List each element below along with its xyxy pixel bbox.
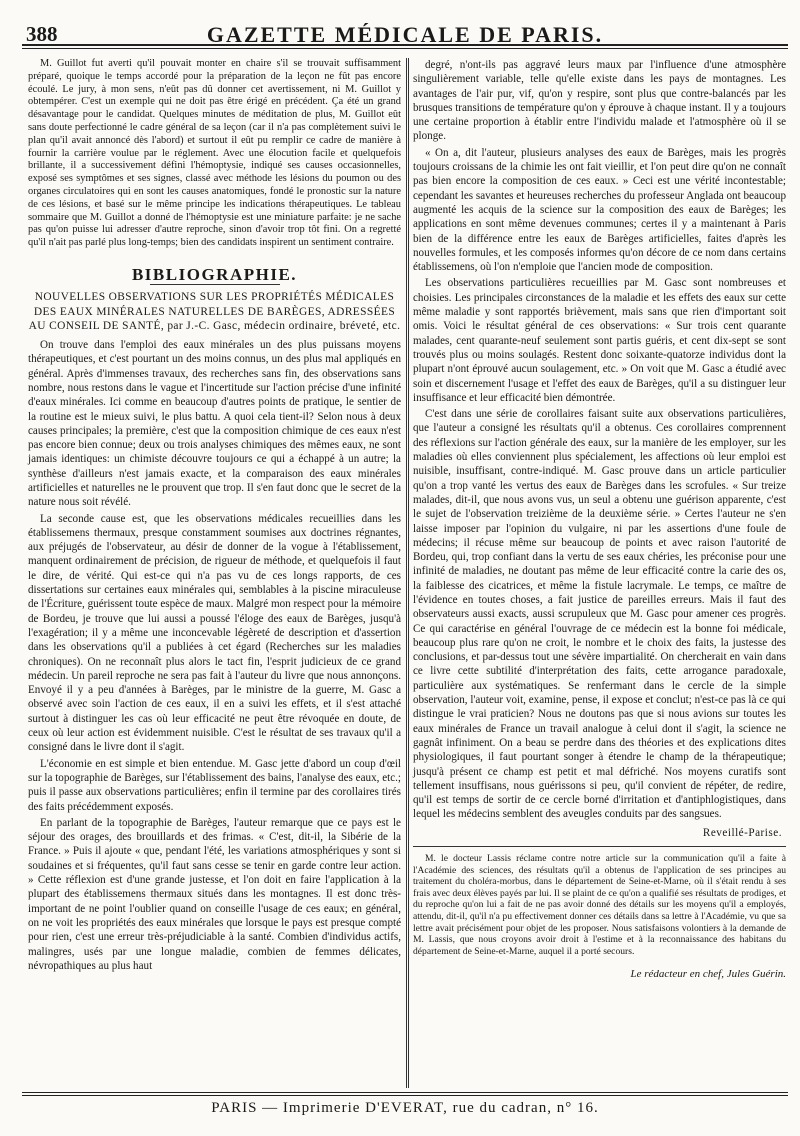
body-paragraph: En parlant de la topographie de Barèges, l'auteur remarque que ce pays est le séjour des orages, des brouillards et des frimas. « C'est, dit-il, la Sibérie de la France. » Puis il ajoute « que, pendant l'été, les variations atmosphériques y sont si soudaines et si fréquentes, qu'il faut sans cesse se tenir en garde contre leur action. » Cette réflexion est d'une grande justesse, et l'on doit en faire l'application à la plupart des établissemens thermaux situés dans les montagnes. Il est donc très-important de ne point l'oublier quand on conseille l'usage de ces eaux; en général, on ne voit les propriétés des eaux minérales que lorsque le pays est presque compté pour rien, c'est une erreur très-préjudiciable à la santé. Combien d'individus actifs, malingres, usés par une longue maladie, combien de femmes délicates, névropathiques au plus haut: [28, 816, 401, 972]
header-rule: [22, 44, 788, 46]
footer-rule-thin: [22, 1095, 788, 1096]
printer-footer: PARIS — Imprimerie D'EVERAT, rue du cadran, n° 16.: [211, 1100, 599, 1116]
section-rule: [150, 284, 280, 285]
newspaper-page: [22, 8, 788, 1128]
body-paragraph: Les observations particulières recueillies par M. Gasc sont nombreuses et choisies. Les principales circonstances de la maladie et les effets des eaux sur cette même maladie y sont rapportés brièvement, mais sans que rien d'important soit omis. Voici le résultat général de ces observations: « Sur trois cent quarante malades, cent quarante-neuf seulement sont partis guéris, et cent dix-sept se sont trouvés plus ou moins soulagés. Restent donc soixante-quatorze individus dont la plupart n'ont éprouvé aucun soulagement, etc. » On voit que M. Gasc a étudié avec soin et discernement l'usage et l'effet des eaux de Barèges, qu'il a su distinguer leur insuffisance et leur efficacité bien démontrée.: [413, 277, 786, 404]
body-paragraph: « On a, dit l'auteur, plusieurs analyses des eaux de Barèges, mais les progrès toujours croissans de la chimie les ont fait vieillir, et l'on peut dire qu'on ne connaît pas bien encore la composition de ces eaux. » Ceci est une vérité incontestable; cependant les savantes et heureuses recherches du professeur Anglada ont beaucoup augmenté les acquis de la science sur la composition des eaux de Barèges; les applications en sont même devenues communes; certes il y a maintenant à Paris bien de la différence entre les eaux de Barèges artificielles, faites d'après les nouvelles formules, et les composés informes qu'on décore de ce nom dans certains établissemens, où l'on n'emploie que l'ancien mode de composition.: [413, 146, 786, 274]
column-divider: [408, 58, 409, 1088]
left-column: [28, 58, 401, 975]
right-column: [413, 58, 786, 982]
page-number: 388: [26, 22, 58, 46]
body-paragraph: degré, n'ont-ils pas aggravé leurs maux par l'influence d'une atmosphère singulièrement variable, telle qu'elle existe dans les pays de montagnes. Les avantages de l'air pur, vif, qu'on y respire, sont plus que contre-balancés par les brusques transitions de température qu'on y éprouve à chaque instant. Il y a toujours une certaine proportion à établir entre l'individu malade et l'atmosphère où il se plonge.: [413, 59, 786, 143]
body-paragraph: On trouve dans l'emploi des eaux minérales un des plus puissans moyens thérapeutiques, et c'est pourtant un des moins connus, un des plus mal appliqués en général. Après d'immenses travaux, des recherches sans fin, des observations sans nombre, nous restons dans le vague et l'incertitude sur l'action précise d'une infinité d'eaux minérales. Ici comme en beaucoup d'autres points de pratique, le sentier de la routine est le mieux suivi, le plus battu. A quoi cela tient-il? Selon nous à deux causes principales; la première, c'est que la composition chimique de ces eaux n'est pas encore bien connue; deux ou trois analyses chimiques des mêmes eaux, ne sont jamais identiques: un chimiste découvre toujours ce qui a échappé à un autre; la synthèse d'ailleurs n'est jamais exacte, et la comparaison des eaux minérales artificielles et naturelles ne le prouvent que trop. Il s'en faut donc que le secret de la nature nous soit révélé.: [28, 339, 401, 509]
review-subheading: NOUVELLES OBSERVATIONS SUR LES PROPRIÉTÉS MÉDICALES DES EAUX MINÉRALES NATURELLES DE BARÈGES, ADRESSÉES AU CONSEIL DE SANTÉ, par J.-C. Gasc, médecin ordinaire, bréveté, etc.: [28, 291, 401, 333]
guillot-paragraph: M. Guillot fut averti qu'il pouvait monter en chaire s'il se trouvait suffisamment préparé, quoique le temps accordé pour la préparation de la leçon ne fût pas encore écoulé. Le jury, à mon sens, n'eût pas dû donner cet avertissement, ni M. Guillot y obtempérer. C'est un exemple qui ne doit pas être érigé en précédent. Ça été un grand désavantage pour le candidat. Quelques minutes de méditation de plus, M. Guillot eût sans doute perfectionné le cadre général de sa leçon (car il n'a pas complètement suivi le plan qu'il avait annoncé dès l'abord) et surtout il eût pu remplir ce cadre de manière à fournir la carrière voulue par le réglement. Avec une élocution facile et quelquefois brillante, il a successivement défini l'hémoptysie, indiqué ses causes occasionnelles, exposé ses symptômes et ses signes, classé avec méthode les lésions du poumon ou des organes circulatoires qui en sont les causes anatomiques, fondé le pronostic sur la nature de ces lésions, et basé sur le même principe les indications thérapeutiques. Le tableau sommaire que M. Guillot a donné de l'hémoptysie est une miniature parfaite: je ne sache pas qu'on puisse lui adresser d'autre reproche, sinon d'avoir trop tôt fini. On a regretté qu'il n'ait pas parlé plus long-temps; bien des candidats inspirent un sentiment contraire.: [28, 58, 401, 249]
footer-rule: [22, 1092, 788, 1093]
author-signature: Reveillé-Parise.: [702, 826, 782, 839]
gazette-title: GAZETTE MÉDICALE DE PARIS.: [206, 22, 604, 47]
editorial-note: M. le docteur Lassis réclame contre notre article sur la communication qu'il a faite à l'Académie des sciences, des résultats qu'il a obtenus de l'application de ses principes au traitement du choléra-morbus, dans le département de Seine-et-Marne, où il s'était rendu à ses frais avec deux élèves payés par lui. Il se plaint de ce qu'on a qualifié ses résultats de prodiges, et du reproche qu'on lui a fait de ne pas avoir donné des détails sur les moyens qu'il a employés, attendu, dit-il, qu'il n'a pu effectivement donner ces détails dans sa lettre à l'Académie, vu que sa lettre avait précisément pour objet de les proposer. Nous satisfaisons volontiers à la demande de M. Lassis, que nous croyons avoir droit à l'estime et à la reconnaissance des habitans du département de Seine-et-Marne, auquel il a porté secours.: [413, 853, 786, 957]
column-divider: [406, 58, 407, 1088]
body-paragraph: L'économie en est simple et bien entendue. M. Gasc jette d'abord un coup d'œil sur la topographie de Barèges, sur l'établissement des bains, l'analyse des eaux, etc.; puis il passe aux observations particulières; enfin il termine par des corollaires tirés des faits précédemment exposés.: [28, 757, 401, 813]
body-paragraph: C'est dans une série de corollaires faisant suite aux observations particulières, que l'auteur a consigné les résultats qu'il a obtenus. Ces corollaires comprennent des réflexions sur l'action générale des eaux, sur la manière de les employer, sur les maladies où elles conviennent plus spécialement, les affections où leur emploi est nuisible, insuffisant, contre-indiqué. M. Gasc prouve dans un article particulier qu'on a trop vanté les vertus des eaux de Barèges dans les scrofules. « Sur treize malades, dit-il, que nous avons vus, un seul a obtenu une guérison apparente, c'est le sujet de l'observation treizième de la deuxième série. » Certes l'auteur ne s'en laisse imposer par l'opinion du vulgaire, ni par les assertions d'une foule de médecins; il récuse même sur beaucoup de points et avec raison l'autorité de Bordeu, qui, trop confiant dans la vertu de ses eaux chéries, les préconise pour une infinité de maladies, ne doutant pas même de leur efficacité contre la carie des os, la faiblesse des cicatrices, et même la fistule lacrymale. Le temps, ce maître de l'évidence en toutes choses, a fait justice de pareilles erreurs. Mais il faut des observateurs aussi exacts, aussi scrupuleux que M. Gasc pour amener ces progrès. Ce qui caractérise en général l'ouvrage de ce médecin est la bonne foi médicale, beaucoup plus rare qu'on ne croit, le nombre et le choix des faits, la justesse des conclusions, et par-dessus tout une sévère impartialité. On chercherait en vain dans ce livre cette subtilité d'interprétation des faits, cette arrogance paradoxale, particulière aux systématiques. Se renfermant dans le cercle de la simple observation, l'auteur voit, examine, pense, il expose et conclut; n'est-ce pas là ce qui distingue le vrai praticien? Nous ne doutons pas que si nous avions sur toutes les eaux minérales de France un travail analogue à celui dont il s'agit, la science ne gagnât infiniment. On a beau se perdre dans des théories et des explications dites physiologiques, il faut pourtant songer à étendre le champ de la thérapeutique; jusqu'à présent ce champ est petit et mal défriché. Nos moyens curatifs sont tellement insuffisans, nous guérissons si peu, qu'il convient de répéter, de redire, qu'il est temps de sortir de ce cercle borné d'irritation et d'antiphlogistiques, dans lequel les médecins semblent des aveugles conduits par des sangsues.: [413, 408, 786, 821]
body-paragraph: La seconde cause est, que les observations médicales recueillies dans les établissemens thermaux, presque constamment soumises aux doctrines régnantes, aux préjugés de l'observateur, au désir de donner de la vogue à l'établissement, manquent ordinairement de précision, de rigueur de méthode, et quelquefois il faut le dire, de vérité. Qui est-ce qui n'a pas vu de ces longs rapports, de ces dissertations sur certaines eaux minérales qui, semblables à la piscine miraculeuse de l'Écriture, guérissent toute espèce de maux. Malgré mon respect pour la mémoire de Bordeu, je trouve que lui aussi a poussé l'éloge des eaux de Barèges, jusqu'à l'exagération; il y a même une inconcevable légèreté de description et d'assertion dans les observations qu'il a publiées à cet égard (Recherches sur les maladies chroniques). On ne reconnaît plus alors le tact fin, l'esprit judicieux de ce grand médecin. Un pareil reproche ne sera pas fait à l'auteur du livre que nous annonçons. Envoyé il y a peu d'années à Barèges, par le ministre de la guerre, M. Gasc a observé avec soin l'action de ces eaux, il en a suivi les effets, et il s'est attaché surtout à distinguer les cas où leur efficacité ne peut être révoquée en doute, de ceux où leur action est évidemment nuisible. C'est le résultat de ses travaux qu'il a consigné dans le livre dont il s'agit.: [28, 512, 401, 754]
editor-signature: Le rédacteur en chef, Jules Guérin.: [630, 968, 786, 981]
header-rule-thin: [22, 48, 788, 49]
note-divider: [413, 846, 786, 847]
section-title: BIBLIOGRAPHIE.: [131, 264, 298, 284]
